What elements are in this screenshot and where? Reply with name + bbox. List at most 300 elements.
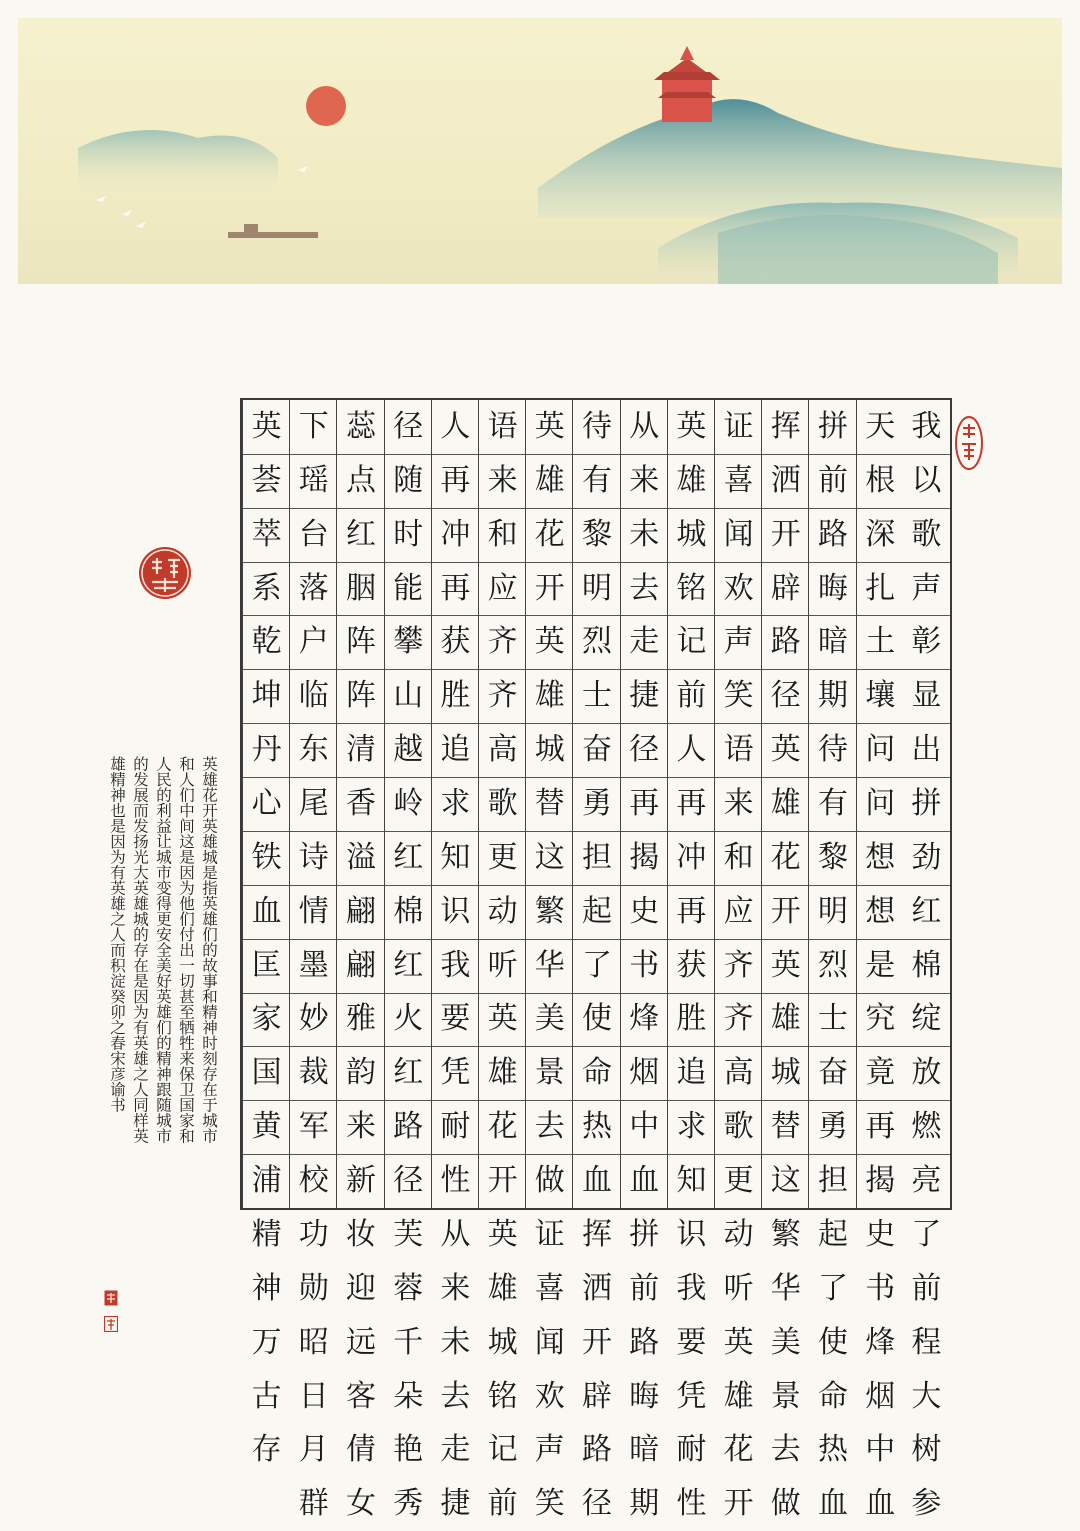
grid-character: 我 <box>911 408 942 444</box>
grid-character: 再 <box>676 893 707 929</box>
grid-character: 千 <box>393 1324 424 1360</box>
grid-character: 铭 <box>676 570 707 606</box>
grid-character: 性 <box>440 1163 471 1199</box>
grid-character: 来 <box>345 1109 376 1145</box>
grid-character: 识 <box>676 1216 707 1252</box>
grid-character: 问 <box>865 732 896 768</box>
grid-character: 华 <box>534 947 565 983</box>
grid-character: 捷 <box>629 678 660 714</box>
grid-character: 红 <box>393 839 424 875</box>
grid-character: 心 <box>251 785 282 821</box>
grid-character: 期 <box>629 1486 660 1522</box>
grid-column <box>525 400 572 1522</box>
grid-character: 昭 <box>298 1324 329 1360</box>
grid-character: 人 <box>440 408 471 444</box>
grid-character: 雄 <box>534 678 565 714</box>
grid-character: 城 <box>487 1324 518 1360</box>
grid-character: 再 <box>440 570 471 606</box>
grid-character: 声 <box>534 1432 565 1468</box>
grid-character: 齐 <box>487 678 518 714</box>
grid-character: 天 <box>865 408 896 444</box>
grid-character: 替 <box>534 785 565 821</box>
grid-character: 血 <box>581 1163 612 1199</box>
grid-character: 晦 <box>629 1378 660 1414</box>
grid-character: 系 <box>251 570 282 606</box>
grid-character: 秀 <box>393 1486 424 1522</box>
grid-character: 径 <box>629 732 660 768</box>
grid-character: 证 <box>534 1216 565 1252</box>
grid-character: 挥 <box>581 1216 612 1252</box>
grid-column <box>384 400 431 1522</box>
grid-character: 做 <box>770 1486 801 1522</box>
grid-character: 未 <box>629 516 660 552</box>
grid-character: 去 <box>629 570 660 606</box>
grid-character: 扎 <box>865 570 896 606</box>
grid-character: 语 <box>487 408 518 444</box>
grid-character: 来 <box>723 785 754 821</box>
grid-character: 妙 <box>298 1001 329 1037</box>
grid-character: 替 <box>770 1109 801 1145</box>
grid-character: 血 <box>629 1163 660 1199</box>
grid-character: 远 <box>345 1324 376 1360</box>
grid-character: 迎 <box>345 1270 376 1306</box>
grid-character: 萃 <box>251 516 282 552</box>
grid-character: 英 <box>770 947 801 983</box>
grid-character: 裁 <box>298 1055 329 1091</box>
grid-character: 究 <box>865 1001 896 1037</box>
grid-column <box>667 400 714 1522</box>
grid-character: 户 <box>298 624 329 660</box>
grid-column <box>620 400 667 1522</box>
grid-character: 英 <box>251 408 282 444</box>
grid-character: 求 <box>676 1109 707 1145</box>
grid-character: 欢 <box>723 570 754 606</box>
grid-character: 景 <box>534 1055 565 1091</box>
grid-character: 英 <box>487 1216 518 1252</box>
grid-character: 越 <box>393 732 424 768</box>
grid-character: 雄 <box>676 462 707 498</box>
grid-character: 明 <box>581 570 612 606</box>
grid-character: 军 <box>298 1109 329 1145</box>
grid-character: 开 <box>770 893 801 929</box>
grid-character: 根 <box>865 462 896 498</box>
grid-character: 求 <box>440 785 471 821</box>
grid-character: 了 <box>911 1216 942 1252</box>
grid-character: 起 <box>581 893 612 929</box>
grid-character: 古 <box>251 1378 282 1414</box>
grid-character: 大 <box>911 1378 942 1414</box>
grid-character: 黎 <box>817 839 848 875</box>
inscription-column: 雄精神也是因为有英雄之人而积淀癸卯之春宋彦谕书 <box>108 756 126 1113</box>
grid-character: 英 <box>534 624 565 660</box>
grid-character: 万 <box>251 1324 282 1360</box>
grid-character: 路 <box>393 1109 424 1145</box>
grid-character: 晦 <box>817 570 848 606</box>
grid-character: 棉 <box>393 893 424 929</box>
grid-character: 群 <box>298 1486 329 1522</box>
grid-character: 挥 <box>770 408 801 444</box>
grid-character: 径 <box>393 408 424 444</box>
grid-character: 我 <box>676 1270 707 1306</box>
grid-character: 士 <box>817 1001 848 1037</box>
grid-character: 喜 <box>723 462 754 498</box>
grid-character: 勋 <box>298 1270 329 1306</box>
grid-character: 担 <box>581 839 612 875</box>
grid-character: 开 <box>581 1324 612 1360</box>
grid-character: 花 <box>770 839 801 875</box>
grid-character: 前 <box>487 1486 518 1522</box>
grid-character: 临 <box>298 678 329 714</box>
grid-character: 应 <box>487 570 518 606</box>
seal-top-right <box>954 414 984 472</box>
grid-character: 铁 <box>251 839 282 875</box>
grid-character: 耐 <box>440 1109 471 1145</box>
grid-character: 竟 <box>865 1055 896 1091</box>
grid-character: 月 <box>298 1432 329 1468</box>
grid-character: 艳 <box>393 1432 424 1468</box>
grid-character: 揭 <box>629 839 660 875</box>
grid-character: 获 <box>676 947 707 983</box>
grid-character: 待 <box>581 408 612 444</box>
grid-character: 声 <box>723 624 754 660</box>
grid-character: 花 <box>487 1109 518 1145</box>
grid-character: 烽 <box>629 1001 660 1037</box>
grid-character: 知 <box>440 839 471 875</box>
grid-character: 齐 <box>723 1001 754 1037</box>
grid-character: 闻 <box>723 516 754 552</box>
grid-character: 城 <box>676 516 707 552</box>
grid-character: 校 <box>298 1163 329 1199</box>
grid-column <box>761 400 808 1522</box>
grid-character: 亮 <box>911 1163 942 1199</box>
grid-column <box>714 400 761 1522</box>
grid-character: 劲 <box>911 839 942 875</box>
grid-character: 红 <box>393 1055 424 1091</box>
grid-column <box>478 400 525 1522</box>
grid-character: 翩 <box>345 893 376 929</box>
grid-character: 铭 <box>487 1378 518 1414</box>
grid-character: 荟 <box>251 462 282 498</box>
grid-character: 声 <box>911 570 942 606</box>
inscription-column: 的发展而发扬光大英雄城的存在是因为有英雄之人同样英 <box>131 756 149 1144</box>
grid-character: 语 <box>723 732 754 768</box>
grid-character: 血 <box>817 1486 848 1522</box>
grid-character: 证 <box>723 408 754 444</box>
grid-character: 新 <box>345 1163 376 1199</box>
grid-character: 景 <box>770 1378 801 1414</box>
grid-character: 存 <box>251 1432 282 1468</box>
grid-character: 显 <box>911 678 942 714</box>
grid-character: 烽 <box>865 1324 896 1360</box>
grid-column <box>903 400 950 1522</box>
grid-character: 热 <box>817 1432 848 1468</box>
grid-column <box>336 400 383 1522</box>
grid-character: 胜 <box>440 678 471 714</box>
grid-column <box>242 400 289 1468</box>
grid-character: 出 <box>911 732 942 768</box>
grid-character: 中 <box>865 1432 896 1468</box>
grid-character: 士 <box>581 678 612 714</box>
grid-character: 做 <box>534 1163 565 1199</box>
landscape-banner <box>18 18 1062 284</box>
grid-character: 要 <box>676 1324 707 1360</box>
grid-character: 拼 <box>817 408 848 444</box>
grid-character: 担 <box>817 1163 848 1199</box>
grid-character: 勇 <box>581 785 612 821</box>
grid-character: 了 <box>581 947 612 983</box>
red-sun <box>306 86 346 126</box>
grid-character: 想 <box>865 839 896 875</box>
grid-character: 山 <box>393 678 424 714</box>
grid-column <box>431 400 478 1522</box>
grid-character: 书 <box>865 1270 896 1306</box>
grid-character: 获 <box>440 624 471 660</box>
grid-character: 深 <box>865 516 896 552</box>
grid-character: 拼 <box>911 785 942 821</box>
grid-character: 壤 <box>865 678 896 714</box>
grid-character: 功 <box>298 1216 329 1252</box>
grid-character: 英 <box>487 1001 518 1037</box>
grid-character: 听 <box>723 1270 754 1306</box>
grid-character: 烈 <box>581 624 612 660</box>
grid-character: 放 <box>911 1055 942 1091</box>
seal-left <box>136 544 194 602</box>
grid-character: 台 <box>298 516 329 552</box>
grid-character: 这 <box>534 839 565 875</box>
grid-character: 路 <box>770 624 801 660</box>
grid-character: 来 <box>487 462 518 498</box>
grid-character: 命 <box>817 1378 848 1414</box>
grid-character: 棉 <box>911 947 942 983</box>
grid-character: 朵 <box>393 1378 424 1414</box>
grid-character: 雄 <box>770 1001 801 1037</box>
grid-character: 火 <box>393 1001 424 1037</box>
grid-character: 史 <box>865 1216 896 1252</box>
grid-character: 走 <box>440 1432 471 1468</box>
grid-character: 径 <box>581 1486 612 1522</box>
grid-character: 溢 <box>345 839 376 875</box>
grid-character: 黎 <box>581 516 612 552</box>
grid-character: 燃 <box>911 1109 942 1145</box>
grid-character: 花 <box>534 516 565 552</box>
grid-character: 歌 <box>487 785 518 821</box>
grid-character: 歌 <box>723 1109 754 1145</box>
grid-character: 中 <box>629 1109 660 1145</box>
grid-character: 暗 <box>629 1432 660 1468</box>
grid-character: 再 <box>676 785 707 821</box>
grid-character: 这 <box>770 1163 801 1199</box>
grid-character: 坤 <box>251 678 282 714</box>
grid-character: 问 <box>865 785 896 821</box>
grid-character: 揭 <box>865 1163 896 1199</box>
grid-character: 韵 <box>345 1055 376 1091</box>
grid-character: 路 <box>581 1432 612 1468</box>
grid-character: 国 <box>251 1055 282 1091</box>
grid-character: 东 <box>298 732 329 768</box>
grid-character: 冲 <box>676 839 707 875</box>
grid-character: 烟 <box>865 1378 896 1414</box>
grid-character: 情 <box>298 893 329 929</box>
grid-character: 开 <box>487 1163 518 1199</box>
grid-column <box>856 400 903 1522</box>
grid-character: 书 <box>629 947 660 983</box>
grid-character: 开 <box>723 1486 754 1522</box>
grid-character: 家 <box>251 1001 282 1037</box>
grid-character: 再 <box>440 462 471 498</box>
grid-character: 洒 <box>770 462 801 498</box>
grid-character: 高 <box>723 1055 754 1091</box>
grid-column <box>289 400 336 1522</box>
calligraphy-grid <box>240 398 952 1522</box>
grid-character: 血 <box>865 1486 896 1522</box>
grid-character: 女 <box>345 1486 376 1522</box>
grid-character: 客 <box>345 1378 376 1414</box>
grid-character: 以 <box>911 462 942 498</box>
grid-character: 前 <box>911 1270 942 1306</box>
grid-character: 来 <box>440 1270 471 1306</box>
grid-character: 墨 <box>298 947 329 983</box>
grid-character: 记 <box>676 624 707 660</box>
grid-character: 拼 <box>629 1216 660 1252</box>
grid-character: 彰 <box>911 624 942 660</box>
grid-character: 随 <box>393 462 424 498</box>
grid-character: 识 <box>440 893 471 929</box>
grid-character: 再 <box>865 1109 896 1145</box>
grid-character: 奋 <box>581 732 612 768</box>
seal-small-2 <box>104 1316 118 1332</box>
grid-character: 芙 <box>393 1216 424 1252</box>
grid-character: 繁 <box>770 1216 801 1252</box>
grid-character: 径 <box>770 678 801 714</box>
grid-character: 走 <box>629 624 660 660</box>
grid-character: 未 <box>440 1324 471 1360</box>
grid-character: 精 <box>251 1216 282 1252</box>
grid-character: 动 <box>487 893 518 929</box>
grid-character: 命 <box>581 1055 612 1091</box>
grid-character: 知 <box>676 1163 707 1199</box>
grid-character: 来 <box>629 462 660 498</box>
grid-character: 时 <box>393 516 424 552</box>
grid-character: 洒 <box>581 1270 612 1306</box>
grid-character: 耐 <box>676 1432 707 1468</box>
grid-character: 雄 <box>534 462 565 498</box>
grid-character: 绽 <box>911 1001 942 1037</box>
grid-character: 和 <box>487 516 518 552</box>
grid-character: 神 <box>251 1270 282 1306</box>
grid-character: 辟 <box>770 570 801 606</box>
grid-character: 日 <box>298 1378 329 1414</box>
grid-character: 开 <box>770 516 801 552</box>
grid-character: 性 <box>676 1486 707 1522</box>
grid-character: 乾 <box>251 624 282 660</box>
grid-character: 更 <box>723 1163 754 1199</box>
grid-character: 径 <box>393 1163 424 1199</box>
grid-character: 黄 <box>251 1109 282 1145</box>
grid-character: 史 <box>629 893 660 929</box>
grid-character: 起 <box>817 1216 848 1252</box>
grid-character: 闻 <box>534 1324 565 1360</box>
grid-character: 红 <box>345 516 376 552</box>
grid-character: 胜 <box>676 1001 707 1037</box>
grid-character: 再 <box>629 785 660 821</box>
grid-character: 辟 <box>581 1378 612 1414</box>
grid-column <box>808 400 855 1522</box>
grid-character: 暗 <box>817 624 848 660</box>
grid-character: 从 <box>440 1216 471 1252</box>
grid-character: 欢 <box>534 1378 565 1414</box>
grid-character: 追 <box>676 1055 707 1091</box>
grid-character: 齐 <box>723 947 754 983</box>
grid-character: 花 <box>723 1432 754 1468</box>
grid-character: 丹 <box>251 732 282 768</box>
grid-column <box>572 400 619 1522</box>
grid-character: 英 <box>676 408 707 444</box>
grid-character: 路 <box>629 1324 660 1360</box>
inscription <box>104 756 224 1316</box>
grid-character: 捷 <box>440 1486 471 1522</box>
grid-character: 妆 <box>345 1216 376 1252</box>
grid-character: 去 <box>440 1378 471 1414</box>
grid-character: 记 <box>487 1432 518 1468</box>
grid-character: 开 <box>534 570 565 606</box>
grid-character: 使 <box>581 1001 612 1037</box>
grid-character: 要 <box>440 1001 471 1037</box>
grid-character: 攀 <box>393 624 424 660</box>
grid-character: 动 <box>723 1216 754 1252</box>
grid-character: 尾 <box>298 785 329 821</box>
grid-character: 人 <box>676 732 707 768</box>
grid-character: 勇 <box>817 1109 848 1145</box>
grid-character: 听 <box>487 947 518 983</box>
grid-character: 凭 <box>440 1055 471 1091</box>
grid-character: 冲 <box>440 516 471 552</box>
grid-character: 翩 <box>345 947 376 983</box>
grid-character: 城 <box>770 1055 801 1091</box>
grid-character: 去 <box>534 1109 565 1145</box>
grid-character: 点 <box>345 462 376 498</box>
grid-character: 前 <box>676 678 707 714</box>
grid-character: 土 <box>865 624 896 660</box>
grid-character: 诗 <box>298 839 329 875</box>
inscription-column: 人民的利益让城市变得更安全美好英雄们的精神跟随城市 <box>154 756 172 1144</box>
grid-character: 岭 <box>393 785 424 821</box>
grid-character: 阵 <box>345 624 376 660</box>
grid-character: 前 <box>817 462 848 498</box>
grid-character: 繁 <box>534 893 565 929</box>
grid-character: 红 <box>911 893 942 929</box>
grid-character: 是 <box>865 947 896 983</box>
inscription-column: 和人们中间这是因为他们付出一切甚至牺牲来保卫国家和 <box>177 756 195 1144</box>
grid-character: 瑶 <box>298 462 329 498</box>
grid-character: 了 <box>817 1270 848 1306</box>
grid-character: 清 <box>345 732 376 768</box>
grid-character: 英 <box>534 408 565 444</box>
inscription-column: 英雄花开英雄城是指英雄们的故事和精神时刻存在于城市 <box>200 756 218 1144</box>
grid-character: 明 <box>817 893 848 929</box>
grid-character: 热 <box>581 1109 612 1145</box>
grid-character: 笑 <box>534 1486 565 1522</box>
grid-character: 想 <box>865 893 896 929</box>
grid-character: 凭 <box>676 1378 707 1414</box>
grid-character: 雅 <box>345 1001 376 1037</box>
grid-character: 期 <box>817 678 848 714</box>
grid-character: 红 <box>393 947 424 983</box>
grid-character: 前 <box>629 1270 660 1306</box>
grid-character: 雄 <box>723 1378 754 1414</box>
grid-character: 城 <box>534 732 565 768</box>
grid-character: 参 <box>911 1486 942 1522</box>
grid-character: 更 <box>487 839 518 875</box>
